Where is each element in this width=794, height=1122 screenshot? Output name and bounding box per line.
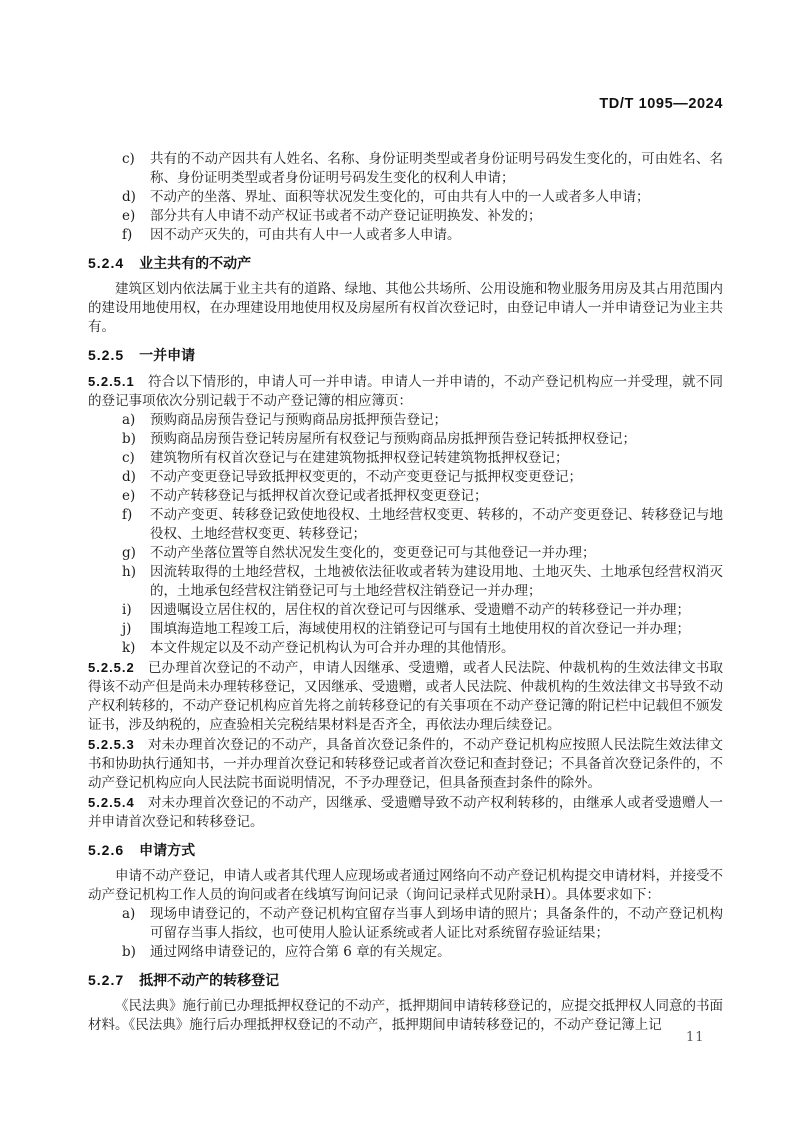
list-item: [88, 620, 723, 639]
list-item-label: e): [122, 208, 136, 224]
list-item-label: e): [122, 488, 136, 504]
section-number: 5.2.4: [88, 255, 125, 271]
list-item-text: 共有的不动产因共有人姓名、名称、身份证明类型或者身份证明号码发生变化的，可由姓名、名称、身份证明类型或者身份证明号码发生变化的权利人申请；: [150, 151, 723, 186]
list-item: [88, 563, 723, 601]
list-item: [88, 150, 723, 188]
clause-paragraph: [88, 793, 723, 832]
clause-number: 5.2.5.1: [88, 374, 135, 389]
list-item-text: 预购商品房预告登记与预购商品房抵押预告登记；: [150, 412, 447, 428]
list-item-label: a): [122, 906, 136, 922]
list-item-label: i): [122, 602, 132, 618]
clause-text: 对未办理首次登记的不动产，具备首次登记条件的，不动产登记机构应按照人民法院生效法律文书和协助执行通知书，一并办理首次登记和转移登记或者首次登记和查封登记；不具备首次登记条件的，不动产登记机构应向人民法院书面说明情况，不予办理登记，但具备预查封条件的除外。: [88, 737, 723, 791]
list-item-label: c): [122, 151, 135, 167]
body-paragraph: 申请不动产登记，申请人或者其代理人应现场或者通过网络向不动产登记机构提交申请材料，并接受不动产登记机构工作人员的询问或者在线填写询问记录（询问记录样式见附录H）。具体要求如下：: [88, 868, 723, 903]
list-item-label: j): [122, 621, 132, 637]
section-number: 5.2.6: [88, 842, 125, 858]
section-number: 5.2.7: [88, 972, 125, 988]
list-item-label: a): [122, 412, 136, 428]
list-item-text: 围填海造地工程竣工后，海域使用权的注销登记可与国有土地使用权的首次登记一并办理；: [150, 621, 690, 637]
section-title: 抵押不动产的转移登记: [139, 972, 280, 988]
clause-paragraph: [88, 735, 723, 793]
clause-paragraph: [88, 372, 723, 411]
list-item-text: 不动产坐落位置等自然状况发生变化的，变更登记可与其他登记一并办理；: [150, 545, 596, 561]
section-heading: [88, 841, 723, 860]
body-paragraph: 《民法典》施行前已办理抵押权登记的不动产，抵押期间申请转移登记的，应提交抵押权人同意的书面材料。《民法典》施行后办理抵押权登记的不动产，抵押期间申请转移登记的，不动产登记簿上记: [88, 998, 723, 1033]
list-item: [88, 487, 723, 506]
list-item: [88, 943, 723, 962]
list-item-label: g): [122, 545, 136, 561]
list-item-text: 本文件规定以及不动产登记机构认为可合并办理的其他情形。: [150, 640, 515, 656]
clause-number: 5.2.5.3: [88, 737, 135, 752]
list-item-text: 建筑物所有权首次登记与在建建筑物抵押权登记转建筑物抵押权登记；: [150, 450, 569, 466]
list-item-label: d): [122, 469, 136, 485]
list-item-label: c): [122, 450, 135, 466]
clause-paragraph: [88, 658, 723, 735]
list-item-text: 因流转取得的土地经营权，土地被依法征收或者转为建设用地、土地灭失、土地承包经营权消灭的，土地承包经营权注销登记可与土地经营权注销登记一并办理；: [150, 564, 723, 599]
list-item: [88, 226, 723, 245]
section-number: 5.2.5: [88, 347, 125, 363]
list-item: [88, 601, 723, 620]
list-item: [88, 188, 723, 207]
list-item-text: 部分共有人申请不动产权证书或者不动产登记证明换发、补发的；: [150, 208, 542, 224]
section-heading: [88, 346, 723, 365]
clause-text: 已办理首次登记的不动产，申请人因继承、受遗赠，或者人民法院、仲裁机构的生效法律文书取得该不动产但是尚未办理转移登记，又因继承、受遗赠，或者人民法院、仲裁机构的生效法律文书导致不动产权利转移的，不动产登记机构应首先将之前转移登记的有关事项在不动产登记簿的附记栏中记载但不颁发证书，涉及纳税的，应查验相关完税结果材料是否齐全，再依法办理后续登记。: [88, 660, 723, 733]
clause-text: 符合以下情形的，申请人可一并申请。申请人一并申请的，不动产登记机构应一并受理，就不同的登记事项依次分别记载于不动产登记簿的相应簿页：: [88, 374, 723, 409]
list-item-label: b): [122, 431, 136, 447]
list-item: [88, 430, 723, 449]
list-item-text: 现场申请登记的，不动产登记机构宜留存当事人到场申请的照片；具备条件的，不动产登记机构可留存当事人指纹，也可使用人脸认证系统或者人证比对系统留存验证结果；: [150, 906, 723, 941]
list-item-text: 因遗嘱设立居住权的，居住权的首次登记可与因继承、受遗赠不动产的转移登记一并办理；: [150, 602, 690, 618]
clause-text: 对未办理首次登记的不动产，因继承、受遗赠导致不动产权利转移的，由继承人或者受遗赠人一并申请首次登记和转移登记。: [88, 795, 723, 830]
list-item-text: 不动产的坐落、界址、面积等状况发生变化的，可由共有人中的一人或者多人申请；: [150, 189, 650, 205]
document-body: [88, 150, 723, 1035]
list-item-text: 不动产变更、转移登记致使地役权、土地经营权变更、转移的，不动产变更登记、转移登记与地役权、土地经营权变更、转移登记；: [150, 507, 723, 542]
clause-number: 5.2.5.4: [88, 795, 135, 810]
section-title: 申请方式: [139, 842, 196, 858]
list-item-label: b): [122, 944, 136, 960]
list-item-text: 通过网络申请登记的，应符合第 6 章的有关规定。: [150, 944, 451, 960]
clause-number: 5.2.5.2: [88, 660, 135, 675]
list-item-text: 因不动产灭失的，可由共有人中一人或者多人申请。: [150, 227, 461, 243]
list-item-label: k): [122, 640, 136, 656]
item-list: [88, 905, 723, 962]
list-item: [88, 449, 723, 468]
list-item: [88, 905, 723, 943]
list-item-label: f): [122, 507, 133, 523]
section-heading: [88, 254, 723, 273]
list-item-label: d): [122, 189, 136, 205]
section-title: 业主共有的不动产: [139, 255, 252, 271]
list-item-text: 预购商品房预告登记转房屋所有权登记与预购商品房抵押预告登记转抵押权登记；: [150, 431, 636, 447]
list-item-text: 不动产变更登记导致抵押权变更的，不动产变更登记与抵押权变更登记；: [150, 469, 582, 485]
list-item: [88, 639, 723, 658]
item-list: [88, 411, 723, 658]
page-number: 11: [686, 1030, 705, 1045]
list-item: [88, 207, 723, 226]
list-item-label: f): [122, 227, 133, 243]
doc-number: TD/T 1095—2024: [599, 96, 723, 112]
list-item: [88, 506, 723, 544]
section-title: 一并申请: [139, 347, 196, 363]
list-item: [88, 411, 723, 430]
body-paragraph: 建筑区划内依法属于业主共有的道路、绿地、其他公共场所、公用设施和物业服务用房及其占用范围内的建设用地使用权，在办理建设用地使用权及房屋所有权首次登记时，由登记申请人一并申请登记为业主共有。: [88, 281, 723, 335]
item-list: [88, 150, 723, 245]
list-item-text: 不动产转移登记与抵押权首次登记或者抵押权变更登记；: [150, 488, 488, 504]
list-item: [88, 468, 723, 487]
list-item: [88, 544, 723, 563]
section-heading: [88, 971, 723, 990]
list-item-label: h): [122, 564, 136, 580]
